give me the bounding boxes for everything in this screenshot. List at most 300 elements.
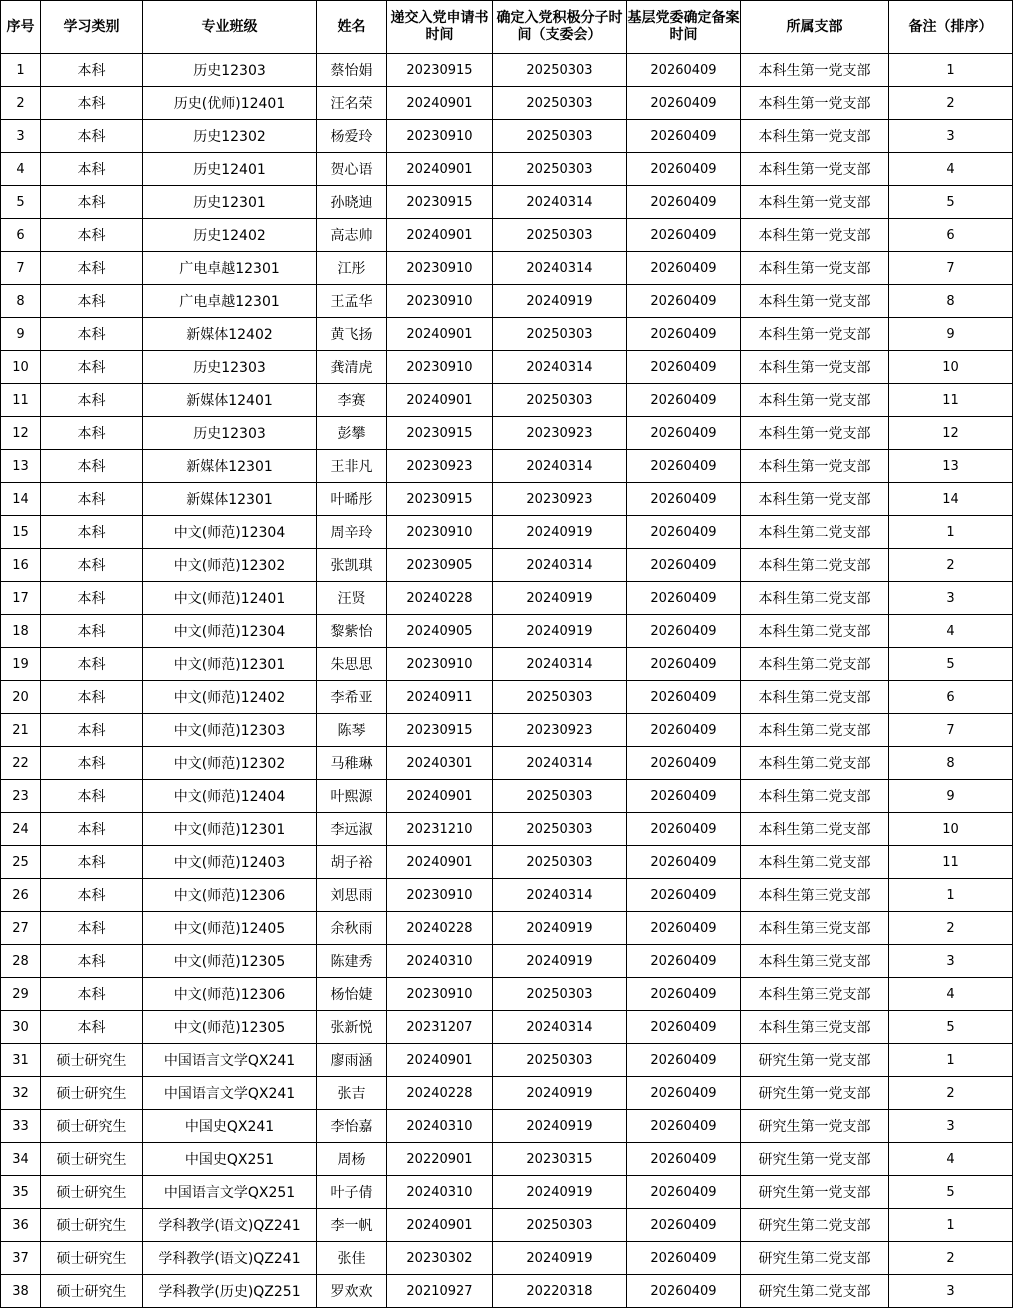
cell-name: 陈琴 bbox=[317, 714, 387, 747]
table-row bbox=[1, 1011, 1013, 1044]
cell-filing-date: 20260409 bbox=[627, 285, 741, 318]
cell-class: 中国语言文学QX241 bbox=[143, 1077, 317, 1110]
cell-branch: 研究生第一党支部 bbox=[741, 1176, 889, 1209]
table-row bbox=[1, 219, 1013, 252]
table-row bbox=[1, 120, 1013, 153]
cell-application-date: 20240901 bbox=[387, 780, 493, 813]
cell-branch: 本科生第二党支部 bbox=[741, 549, 889, 582]
cell-name: 李希亚 bbox=[317, 681, 387, 714]
cell-activist-date: 20250303 bbox=[493, 318, 627, 351]
cell-application-date: 20240901 bbox=[387, 1209, 493, 1242]
cell-filing-date: 20260409 bbox=[627, 1011, 741, 1044]
cell-activist-date: 20240314 bbox=[493, 747, 627, 780]
cell-application-date: 20230915 bbox=[387, 54, 493, 87]
cell-name: 龚清虎 bbox=[317, 351, 387, 384]
cell-filing-date: 20260409 bbox=[627, 780, 741, 813]
cell-activist-date: 20240314 bbox=[493, 1011, 627, 1044]
table-row bbox=[1, 714, 1013, 747]
table-row bbox=[1, 846, 1013, 879]
cell-index: 14 bbox=[1, 483, 41, 516]
cell-application-date: 20240901 bbox=[387, 1044, 493, 1077]
cell-study-type: 本科 bbox=[41, 186, 143, 219]
cell-index: 34 bbox=[1, 1143, 41, 1176]
cell-branch: 本科生第一党支部 bbox=[741, 351, 889, 384]
cell-remark: 10 bbox=[889, 813, 1013, 846]
cell-remark: 6 bbox=[889, 219, 1013, 252]
table-row bbox=[1, 417, 1013, 450]
cell-class: 历史12401 bbox=[143, 153, 317, 186]
cell-branch: 本科生第二党支部 bbox=[741, 615, 889, 648]
cell-filing-date: 20260409 bbox=[627, 1209, 741, 1242]
table-row bbox=[1, 1077, 1013, 1110]
cell-index: 20 bbox=[1, 681, 41, 714]
cell-remark: 11 bbox=[889, 384, 1013, 417]
cell-filing-date: 20260409 bbox=[627, 87, 741, 120]
cell-index: 15 bbox=[1, 516, 41, 549]
cell-branch: 研究生第二党支部 bbox=[741, 1242, 889, 1275]
cell-study-type: 硕士研究生 bbox=[41, 1110, 143, 1143]
cell-remark: 3 bbox=[889, 945, 1013, 978]
cell-branch: 本科生第一党支部 bbox=[741, 186, 889, 219]
cell-filing-date: 20260409 bbox=[627, 1275, 741, 1308]
cell-remark: 13 bbox=[889, 450, 1013, 483]
cell-index: 8 bbox=[1, 285, 41, 318]
table-row bbox=[1, 582, 1013, 615]
cell-activist-date: 20250303 bbox=[493, 813, 627, 846]
cell-class: 中文(师范)12306 bbox=[143, 879, 317, 912]
cell-branch: 本科生第二党支部 bbox=[741, 714, 889, 747]
cell-remark: 7 bbox=[889, 714, 1013, 747]
cell-branch: 本科生第一党支部 bbox=[741, 252, 889, 285]
cell-application-date: 20240228 bbox=[387, 582, 493, 615]
cell-study-type: 硕士研究生 bbox=[41, 1176, 143, 1209]
cell-index: 21 bbox=[1, 714, 41, 747]
cell-remark: 2 bbox=[889, 87, 1013, 120]
cell-remark: 3 bbox=[889, 120, 1013, 153]
cell-application-date: 20240901 bbox=[387, 384, 493, 417]
cell-filing-date: 20260409 bbox=[627, 945, 741, 978]
cell-name: 叶熙源 bbox=[317, 780, 387, 813]
cell-application-date: 20240301 bbox=[387, 747, 493, 780]
cell-filing-date: 20260409 bbox=[627, 879, 741, 912]
cell-index: 28 bbox=[1, 945, 41, 978]
cell-activist-date: 20240919 bbox=[493, 285, 627, 318]
cell-remark: 8 bbox=[889, 747, 1013, 780]
cell-remark: 2 bbox=[889, 549, 1013, 582]
table-row bbox=[1, 351, 1013, 384]
cell-study-type: 本科 bbox=[41, 483, 143, 516]
cell-class: 学科教学(语文)QZ241 bbox=[143, 1242, 317, 1275]
cell-branch: 本科生第二党支部 bbox=[741, 582, 889, 615]
cell-activist-date: 20250303 bbox=[493, 153, 627, 186]
cell-class: 中文(师范)12302 bbox=[143, 549, 317, 582]
cell-application-date: 20230910 bbox=[387, 879, 493, 912]
cell-index: 31 bbox=[1, 1044, 41, 1077]
cell-study-type: 本科 bbox=[41, 219, 143, 252]
cell-branch: 本科生第二党支部 bbox=[741, 846, 889, 879]
cell-remark: 3 bbox=[889, 1110, 1013, 1143]
cell-filing-date: 20260409 bbox=[627, 351, 741, 384]
cell-name: 彭攀 bbox=[317, 417, 387, 450]
cell-filing-date: 20260409 bbox=[627, 450, 741, 483]
table-row bbox=[1, 1176, 1013, 1209]
table-row bbox=[1, 912, 1013, 945]
cell-application-date: 20240901 bbox=[387, 318, 493, 351]
cell-name: 朱思思 bbox=[317, 648, 387, 681]
table-row bbox=[1, 54, 1013, 87]
cell-class: 历史12303 bbox=[143, 351, 317, 384]
cell-name: 李赛 bbox=[317, 384, 387, 417]
cell-application-date: 20230302 bbox=[387, 1242, 493, 1275]
cell-name: 马稚琳 bbox=[317, 747, 387, 780]
cell-activist-date: 20240919 bbox=[493, 516, 627, 549]
cell-remark: 2 bbox=[889, 912, 1013, 945]
cell-name: 李怡嘉 bbox=[317, 1110, 387, 1143]
table-body bbox=[1, 54, 1013, 1308]
cell-activist-date: 20220318 bbox=[493, 1275, 627, 1308]
table-row bbox=[1, 1275, 1013, 1308]
header-branch: 所属支部 bbox=[741, 1, 889, 54]
cell-study-type: 本科 bbox=[41, 120, 143, 153]
cell-index: 10 bbox=[1, 351, 41, 384]
cell-name: 叶子倩 bbox=[317, 1176, 387, 1209]
cell-filing-date: 20260409 bbox=[627, 1077, 741, 1110]
cell-index: 13 bbox=[1, 450, 41, 483]
cell-name: 汪名荣 bbox=[317, 87, 387, 120]
cell-activist-date: 20250303 bbox=[493, 87, 627, 120]
cell-filing-date: 20260409 bbox=[627, 1176, 741, 1209]
cell-application-date: 20240901 bbox=[387, 153, 493, 186]
cell-name: 周辛玲 bbox=[317, 516, 387, 549]
cell-remark: 4 bbox=[889, 978, 1013, 1011]
cell-study-type: 本科 bbox=[41, 681, 143, 714]
cell-index: 36 bbox=[1, 1209, 41, 1242]
cell-branch: 研究生第一党支部 bbox=[741, 1044, 889, 1077]
cell-class: 历史12303 bbox=[143, 54, 317, 87]
cell-index: 30 bbox=[1, 1011, 41, 1044]
cell-filing-date: 20260409 bbox=[627, 384, 741, 417]
cell-name: 刘思雨 bbox=[317, 879, 387, 912]
table-row bbox=[1, 318, 1013, 351]
cell-filing-date: 20260409 bbox=[627, 219, 741, 252]
cell-study-type: 本科 bbox=[41, 582, 143, 615]
cell-remark: 1 bbox=[889, 54, 1013, 87]
cell-index: 11 bbox=[1, 384, 41, 417]
cell-filing-date: 20260409 bbox=[627, 1143, 741, 1176]
cell-remark: 2 bbox=[889, 1242, 1013, 1275]
cell-class: 中文(师范)12403 bbox=[143, 846, 317, 879]
cell-activist-date: 20240314 bbox=[493, 648, 627, 681]
cell-name: 胡子裕 bbox=[317, 846, 387, 879]
cell-index: 22 bbox=[1, 747, 41, 780]
cell-activist-date: 20250303 bbox=[493, 120, 627, 153]
cell-class: 中文(师范)12305 bbox=[143, 1011, 317, 1044]
cell-activist-date: 20240919 bbox=[493, 1110, 627, 1143]
header-study-type: 学习类别 bbox=[41, 1, 143, 54]
cell-name: 余秋雨 bbox=[317, 912, 387, 945]
cell-application-date: 20230905 bbox=[387, 549, 493, 582]
cell-branch: 本科生第一党支部 bbox=[741, 219, 889, 252]
cell-branch: 研究生第一党支部 bbox=[741, 1110, 889, 1143]
header-filing-date: 基层党委确定备案时间 bbox=[627, 1, 741, 54]
cell-index: 12 bbox=[1, 417, 41, 450]
cell-branch: 本科生第二党支部 bbox=[741, 747, 889, 780]
cell-class: 中文(师范)12401 bbox=[143, 582, 317, 615]
cell-study-type: 本科 bbox=[41, 549, 143, 582]
cell-name: 张凯琪 bbox=[317, 549, 387, 582]
cell-class: 中国史QX251 bbox=[143, 1143, 317, 1176]
cell-remark: 5 bbox=[889, 186, 1013, 219]
cell-activist-date: 20240314 bbox=[493, 186, 627, 219]
cell-branch: 本科生第二党支部 bbox=[741, 516, 889, 549]
cell-class: 新媒体12301 bbox=[143, 450, 317, 483]
cell-study-type: 硕士研究生 bbox=[41, 1209, 143, 1242]
table-row bbox=[1, 1044, 1013, 1077]
table-row bbox=[1, 549, 1013, 582]
cell-study-type: 本科 bbox=[41, 417, 143, 450]
cell-application-date: 20210927 bbox=[387, 1275, 493, 1308]
cell-name: 贺心语 bbox=[317, 153, 387, 186]
table-row bbox=[1, 780, 1013, 813]
cell-study-type: 本科 bbox=[41, 813, 143, 846]
cell-class: 历史(优师)12401 bbox=[143, 87, 317, 120]
cell-remark: 9 bbox=[889, 318, 1013, 351]
cell-application-date: 20230915 bbox=[387, 714, 493, 747]
cell-filing-date: 20260409 bbox=[627, 846, 741, 879]
cell-remark: 5 bbox=[889, 1011, 1013, 1044]
table-row bbox=[1, 1209, 1013, 1242]
cell-class: 中文(师范)12305 bbox=[143, 945, 317, 978]
cell-application-date: 20230923 bbox=[387, 450, 493, 483]
cell-class: 中文(师范)12306 bbox=[143, 978, 317, 1011]
cell-study-type: 硕士研究生 bbox=[41, 1077, 143, 1110]
cell-class: 历史12302 bbox=[143, 120, 317, 153]
cell-activist-date: 20240919 bbox=[493, 582, 627, 615]
cell-index: 5 bbox=[1, 186, 41, 219]
cell-activist-date: 20240314 bbox=[493, 252, 627, 285]
cell-study-type: 本科 bbox=[41, 780, 143, 813]
cell-name: 杨怡婕 bbox=[317, 978, 387, 1011]
cell-study-type: 本科 bbox=[41, 879, 143, 912]
table-row bbox=[1, 384, 1013, 417]
cell-index: 27 bbox=[1, 912, 41, 945]
cell-activist-date: 20230923 bbox=[493, 483, 627, 516]
cell-name: 王非凡 bbox=[317, 450, 387, 483]
cell-study-type: 本科 bbox=[41, 912, 143, 945]
cell-branch: 本科生第一党支部 bbox=[741, 120, 889, 153]
cell-study-type: 本科 bbox=[41, 351, 143, 384]
table-row bbox=[1, 1242, 1013, 1275]
table-row bbox=[1, 153, 1013, 186]
cell-study-type: 本科 bbox=[41, 87, 143, 120]
cell-study-type: 本科 bbox=[41, 1011, 143, 1044]
cell-branch: 本科生第一党支部 bbox=[741, 483, 889, 516]
table-row bbox=[1, 285, 1013, 318]
cell-branch: 本科生第一党支部 bbox=[741, 153, 889, 186]
header-activist-date: 确定入党积极分子时间（支委会） bbox=[493, 1, 627, 54]
cell-remark: 3 bbox=[889, 1275, 1013, 1308]
cell-activist-date: 20250303 bbox=[493, 681, 627, 714]
cell-study-type: 本科 bbox=[41, 516, 143, 549]
cell-activist-date: 20240919 bbox=[493, 945, 627, 978]
cell-activist-date: 20250303 bbox=[493, 54, 627, 87]
cell-name: 江彤 bbox=[317, 252, 387, 285]
cell-remark: 2 bbox=[889, 1077, 1013, 1110]
cell-study-type: 本科 bbox=[41, 318, 143, 351]
cell-study-type: 本科 bbox=[41, 54, 143, 87]
cell-branch: 本科生第二党支部 bbox=[741, 681, 889, 714]
cell-application-date: 20240901 bbox=[387, 219, 493, 252]
cell-study-type: 本科 bbox=[41, 945, 143, 978]
table-row bbox=[1, 483, 1013, 516]
cell-class: 中文(师范)12301 bbox=[143, 648, 317, 681]
cell-application-date: 20230910 bbox=[387, 120, 493, 153]
cell-activist-date: 20240919 bbox=[493, 615, 627, 648]
table-row bbox=[1, 945, 1013, 978]
cell-application-date: 20231210 bbox=[387, 813, 493, 846]
cell-class: 中文(师范)12404 bbox=[143, 780, 317, 813]
table-row bbox=[1, 1143, 1013, 1176]
cell-class: 中文(师范)12304 bbox=[143, 615, 317, 648]
cell-class: 广电卓越12301 bbox=[143, 285, 317, 318]
cell-application-date: 20230910 bbox=[387, 351, 493, 384]
cell-index: 6 bbox=[1, 219, 41, 252]
cell-branch: 研究生第一党支部 bbox=[741, 1077, 889, 1110]
cell-remark: 4 bbox=[889, 153, 1013, 186]
cell-index: 33 bbox=[1, 1110, 41, 1143]
cell-remark: 4 bbox=[889, 615, 1013, 648]
cell-index: 4 bbox=[1, 153, 41, 186]
cell-index: 7 bbox=[1, 252, 41, 285]
cell-filing-date: 20260409 bbox=[627, 417, 741, 450]
cell-remark: 4 bbox=[889, 1143, 1013, 1176]
cell-index: 32 bbox=[1, 1077, 41, 1110]
cell-activist-date: 20240314 bbox=[493, 879, 627, 912]
cell-index: 9 bbox=[1, 318, 41, 351]
cell-branch: 本科生第一党支部 bbox=[741, 450, 889, 483]
cell-index: 16 bbox=[1, 549, 41, 582]
cell-filing-date: 20260409 bbox=[627, 318, 741, 351]
cell-filing-date: 20260409 bbox=[627, 681, 741, 714]
cell-branch: 本科生第一党支部 bbox=[741, 285, 889, 318]
cell-branch: 研究生第二党支部 bbox=[741, 1209, 889, 1242]
cell-branch: 本科生第三党支部 bbox=[741, 945, 889, 978]
cell-activist-date: 20240919 bbox=[493, 1176, 627, 1209]
cell-filing-date: 20260409 bbox=[627, 186, 741, 219]
cell-remark: 10 bbox=[889, 351, 1013, 384]
cell-branch: 本科生第二党支部 bbox=[741, 813, 889, 846]
cell-remark: 1 bbox=[889, 879, 1013, 912]
cell-filing-date: 20260409 bbox=[627, 1044, 741, 1077]
cell-application-date: 20240310 bbox=[387, 945, 493, 978]
cell-index: 18 bbox=[1, 615, 41, 648]
table-row bbox=[1, 747, 1013, 780]
cell-class: 中文(师范)12303 bbox=[143, 714, 317, 747]
cell-application-date: 20231207 bbox=[387, 1011, 493, 1044]
cell-class: 中文(师范)12304 bbox=[143, 516, 317, 549]
cell-study-type: 本科 bbox=[41, 648, 143, 681]
cell-class: 中文(师范)12405 bbox=[143, 912, 317, 945]
cell-name: 叶晞彤 bbox=[317, 483, 387, 516]
cell-filing-date: 20260409 bbox=[627, 978, 741, 1011]
cell-filing-date: 20260409 bbox=[627, 714, 741, 747]
cell-index: 35 bbox=[1, 1176, 41, 1209]
cell-activist-date: 20250303 bbox=[493, 978, 627, 1011]
table-row bbox=[1, 450, 1013, 483]
cell-name: 周杨 bbox=[317, 1143, 387, 1176]
cell-application-date: 20240911 bbox=[387, 681, 493, 714]
table-row bbox=[1, 186, 1013, 219]
cell-name: 李一帆 bbox=[317, 1209, 387, 1242]
cell-name: 杨爱玲 bbox=[317, 120, 387, 153]
cell-activist-date: 20240314 bbox=[493, 351, 627, 384]
cell-class: 新媒体12401 bbox=[143, 384, 317, 417]
cell-branch: 本科生第一党支部 bbox=[741, 384, 889, 417]
cell-branch: 本科生第二党支部 bbox=[741, 648, 889, 681]
cell-study-type: 本科 bbox=[41, 846, 143, 879]
cell-index: 29 bbox=[1, 978, 41, 1011]
cell-activist-date: 20250303 bbox=[493, 1044, 627, 1077]
cell-remark: 9 bbox=[889, 780, 1013, 813]
cell-branch: 本科生第一党支部 bbox=[741, 87, 889, 120]
cell-class: 中国语言文学QX251 bbox=[143, 1176, 317, 1209]
cell-index: 38 bbox=[1, 1275, 41, 1308]
cell-study-type: 硕士研究生 bbox=[41, 1143, 143, 1176]
cell-class: 中国语言文学QX241 bbox=[143, 1044, 317, 1077]
cell-filing-date: 20260409 bbox=[627, 483, 741, 516]
cell-application-date: 20230915 bbox=[387, 417, 493, 450]
cell-filing-date: 20260409 bbox=[627, 648, 741, 681]
cell-remark: 3 bbox=[889, 582, 1013, 615]
cell-application-date: 20240228 bbox=[387, 1077, 493, 1110]
table-row bbox=[1, 681, 1013, 714]
header-name: 姓名 bbox=[317, 1, 387, 54]
cell-class: 新媒体12402 bbox=[143, 318, 317, 351]
cell-filing-date: 20260409 bbox=[627, 153, 741, 186]
cell-branch: 本科生第三党支部 bbox=[741, 912, 889, 945]
cell-application-date: 20240901 bbox=[387, 87, 493, 120]
cell-study-type: 硕士研究生 bbox=[41, 1044, 143, 1077]
cell-filing-date: 20260409 bbox=[627, 120, 741, 153]
cell-class: 中国史QX241 bbox=[143, 1110, 317, 1143]
cell-filing-date: 20260409 bbox=[627, 1110, 741, 1143]
table-row bbox=[1, 648, 1013, 681]
cell-name: 陈建秀 bbox=[317, 945, 387, 978]
header-index: 序号 bbox=[1, 1, 41, 54]
table-row bbox=[1, 879, 1013, 912]
cell-application-date: 20240228 bbox=[387, 912, 493, 945]
cell-index: 25 bbox=[1, 846, 41, 879]
cell-branch: 本科生第一党支部 bbox=[741, 417, 889, 450]
cell-application-date: 20240901 bbox=[387, 846, 493, 879]
cell-branch: 本科生第三党支部 bbox=[741, 1011, 889, 1044]
cell-name: 廖雨涵 bbox=[317, 1044, 387, 1077]
cell-activist-date: 20250303 bbox=[493, 219, 627, 252]
cell-activist-date: 20230923 bbox=[493, 714, 627, 747]
header-application-date: 递交入党申请书时间 bbox=[387, 1, 493, 54]
cell-name: 张佳 bbox=[317, 1242, 387, 1275]
cell-application-date: 20230910 bbox=[387, 516, 493, 549]
cell-branch: 本科生第二党支部 bbox=[741, 780, 889, 813]
cell-activist-date: 20230315 bbox=[493, 1143, 627, 1176]
cell-name: 李远淑 bbox=[317, 813, 387, 846]
cell-remark: 1 bbox=[889, 1044, 1013, 1077]
cell-class: 新媒体12301 bbox=[143, 483, 317, 516]
cell-branch: 本科生第一党支部 bbox=[741, 318, 889, 351]
cell-branch: 研究生第二党支部 bbox=[741, 1275, 889, 1308]
cell-filing-date: 20260409 bbox=[627, 549, 741, 582]
cell-application-date: 20240310 bbox=[387, 1176, 493, 1209]
